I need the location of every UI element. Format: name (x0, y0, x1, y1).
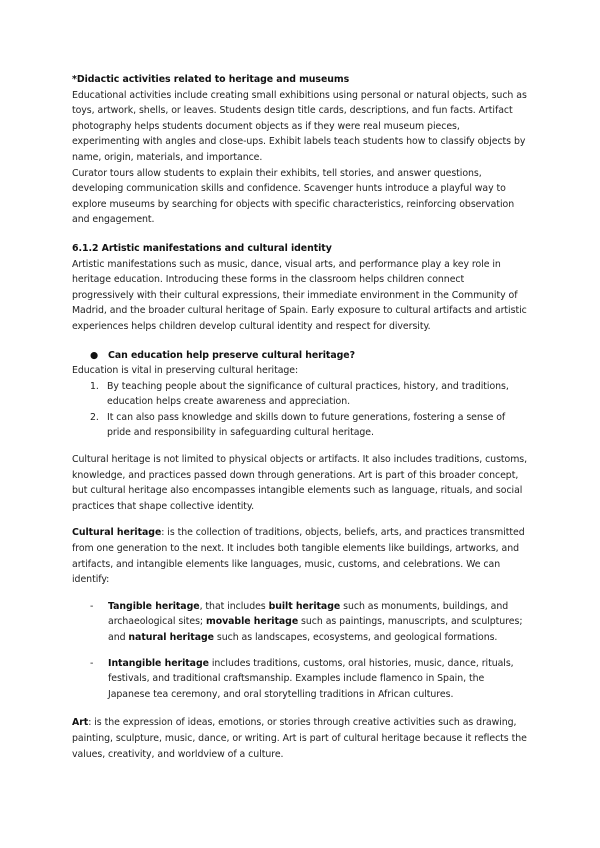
paragraph-curator-tours: Curator tours allow students to explain their exhibits, tell stories, and answer questions, developing communication skills and confidence. Scavenger hunts introduce a playful way to explore museums by searching for objects with specific characteristics, reinforcing observation and engagement. (72, 167, 515, 226)
bullet-icon: ● (90, 349, 99, 361)
definition-cultural-heritage (72, 525, 528, 587)
paragraph-artistic-manifestations: Artistic manifestations such as music, dance, visual arts, and performance play a key role in heritage education. Introducing these forms in the classroom helps children connect progressively with their cultural expressions, their immediate environment in the Community of Madrid, and the broader cultural heritage of Spain. Early exposure to cultural artifacts and artistic experiences helps children develop cultural identity and respect for diversity. (72, 258, 527, 332)
text-fragment: , that includes (199, 600, 269, 612)
text-fragment: such as monuments, buildings, and archaeological sites; (108, 600, 509, 628)
term-natural: natural heritage (128, 632, 214, 643)
section-heading-didactic: *Didactic activities related to heritage and museums (72, 74, 350, 85)
definition-term: Cultural heritage (72, 527, 162, 539)
heritage-types-list (72, 599, 528, 703)
question-title: Can education help preserve cultural heritage? (108, 349, 355, 361)
section-heading-artistic: 6.1.2 Artistic manifestations and cultural identity (72, 242, 332, 254)
dash-icon: - (90, 657, 94, 669)
term-built: built heritage (268, 600, 341, 612)
paragraph-exhibitions: Educational activities include creating small exhibitions using personal or natural objects, such as toys, artwork, shells, or leaves. Students design title cards, descriptions, and fun facts. Artifact photography helps students document objects as if they were real museum pieces, experimenting with angles and close-ups. Exhibit labels teach students how to classify objects by name, origin, materials, and importance. (72, 89, 527, 163)
list-item-text: By teaching people about the significance of cultural practices, history, and traditions, education helps create awareness and appreciation. (107, 380, 509, 408)
term-movable: movable heritage (205, 616, 299, 628)
list-number: 1. (90, 380, 99, 392)
text-fragment: such as paintings, manuscripts, and sculptures; and (108, 616, 523, 643)
dash-icon: - (90, 600, 94, 612)
list-item-intangible (72, 656, 528, 703)
definition-term: Art (72, 717, 89, 729)
document-page (72, 72, 528, 762)
list-item (72, 379, 528, 410)
question-intro: Education is vital in preserving cultural heritage: (72, 365, 299, 377)
text-fragment: such as landscapes, ecosystems, and geological formations. (213, 632, 498, 643)
list-number: 2. (90, 411, 99, 423)
question-bullet-item (72, 348, 528, 364)
term-tangible: Tangible heritage (108, 600, 200, 612)
definition-text: : is the collection of traditions, objects, beliefs, arts, and practices transmitted from one generation to the next. It includes both tangible elements like buildings, artworks, and artifacts, and intangible elements like languages, music, customs, and celebrations. We can identify: (72, 527, 525, 586)
definition-text: : is the expression of ideas, emotions, or stories through creative activities such as drawing, painting, sculpture, music, dance, or writing. Art is part of cultural heritage because it reflects the values, creativity, and worldview of a culture. (72, 717, 527, 760)
list-item (72, 410, 528, 441)
text-fragment: includes traditions, customs, oral histories, music, dance, rituals, festivals, and traditional craftsmanship. Examples include flamenco in Spain, the Japanese tea ceremony, and oral storytelling traditions in African cultures. (108, 657, 514, 700)
list-item-text: It can also pass knowledge and skills down to future generations, fostering a sense of pride and responsibility in safeguarding cultural heritage. (107, 411, 506, 439)
paragraph-cultural-heritage: Cultural heritage is not limited to physical objects or artifacts. It also includes traditions, customs, knowledge, and practices passed down through generations. Art is part of this broader concept, but cultural heritage also encompasses intangible elements such as language, rituals, and social practices that shape collective identity. (72, 454, 528, 512)
numbered-list (72, 379, 528, 441)
definition-art (72, 715, 528, 762)
term-intangible: Intangible heritage (108, 657, 209, 669)
list-item-tangible (72, 599, 528, 646)
